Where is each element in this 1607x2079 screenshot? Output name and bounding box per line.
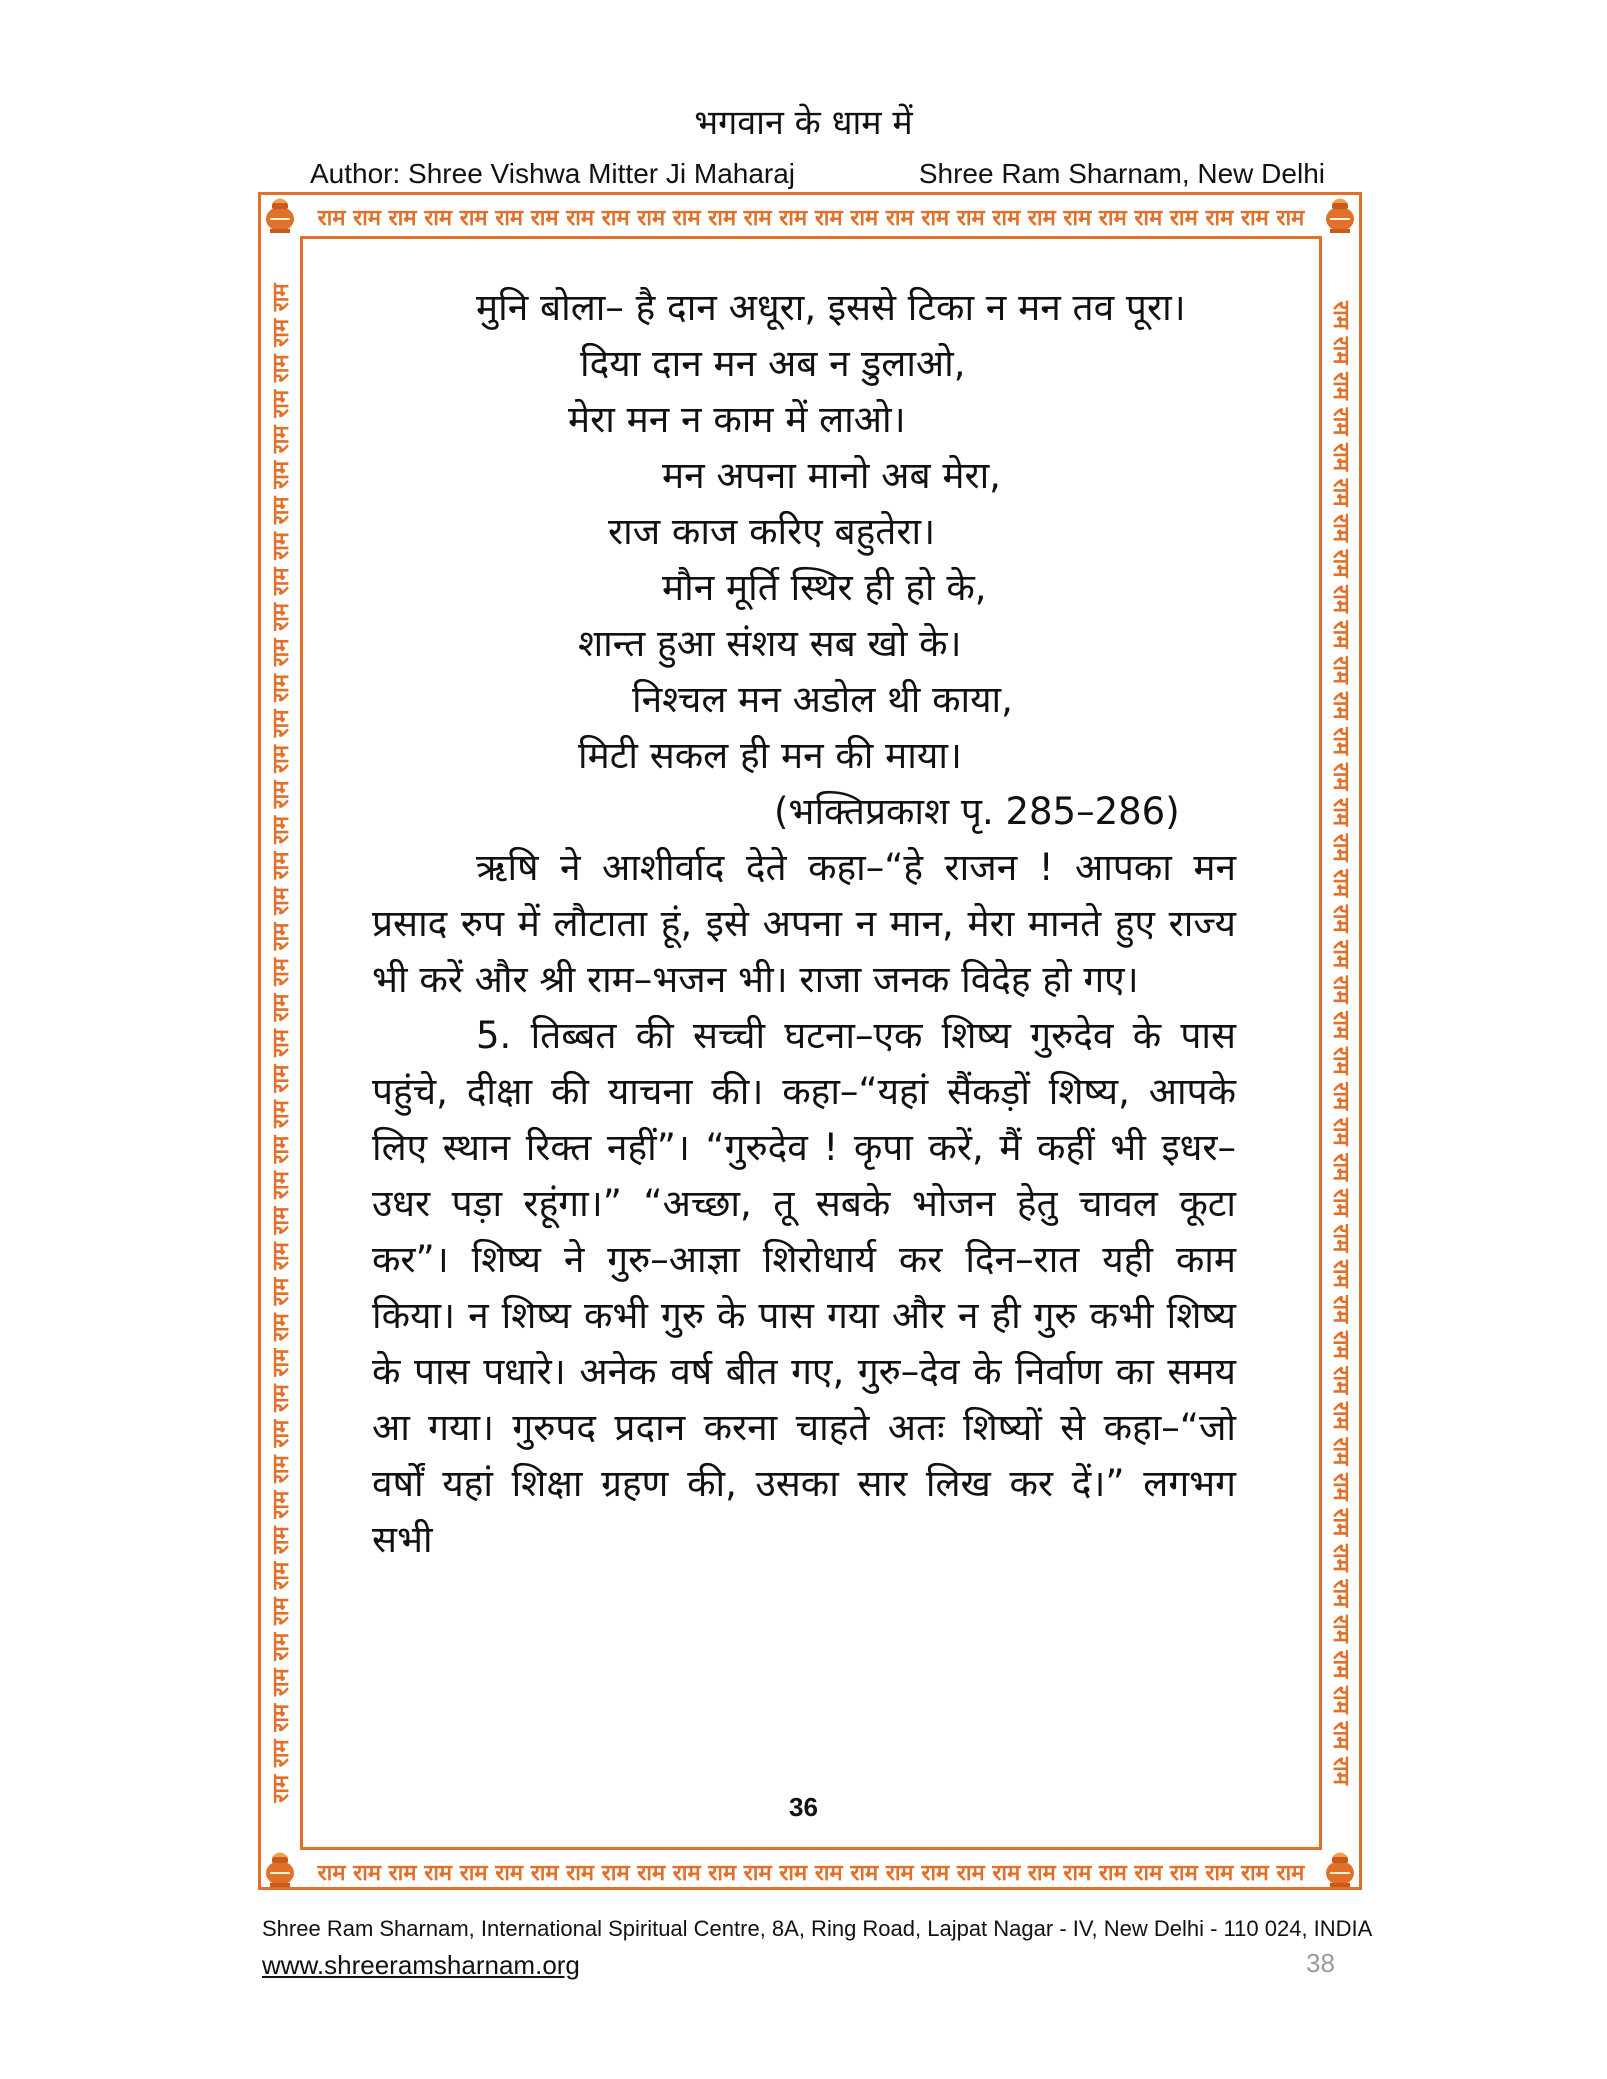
verse-line: शान्त हुआ संशय सब खो के। <box>578 622 962 665</box>
verse-line: राज काज करिए बहुतेरा। <box>608 510 936 553</box>
border-ram-bottom: राम राम राम राम राम राम राम राम राम राम राम राम राम राम राम राम राम राम राम राम राम राम राम राम राम राम राम राम <box>317 1861 1305 1886</box>
kalash-icon <box>258 192 302 236</box>
kalash-icon <box>1318 192 1362 236</box>
verse-reference: (भक्तिप्रकाश पृ. 285–286) <box>774 790 1180 833</box>
kalash-icon <box>258 1846 302 1890</box>
inner-page-number: 36 <box>789 1792 818 1822</box>
pdf-page-number: 38 <box>1306 1948 1335 1978</box>
author-line: Author: Shree Vishwa Mitter Ji Maharaj <box>310 158 796 189</box>
paragraph-rishi: ऋषि ने आशीर्वाद देते कहा–“हे राजन ! आपका मन प्रसाद रुप में लौटाता हूं, इसे अपना न मान, मेरा मानते हुए राज्य भी करें और श्री राम–भजन भी। राजा जनक विदेह हो गए। <box>372 846 1236 1001</box>
border-ram-left-text: राम राम राम राम राम राम राम राम राम राम राम राम राम राम राम राम राम राम राम राम राम राम राम राम राम राम राम राम राम राम राम राम राम राम राम राम राम राम राम राम राम राम राम <box>269 283 294 1803</box>
border-ram-right <box>1322 236 1362 1850</box>
verse-line: मिटी सकल ही मन की माया। <box>578 734 962 777</box>
organization-line: Shree Ram Sharnam, New Delhi <box>918 158 1325 189</box>
border-ram-left <box>260 236 300 1850</box>
paragraph-tibet: 5. तिब्बत की सच्ची घटना–एक शिष्य गुरुदेव के पास पहुंचे, दीक्षा की याचना की। कहा–“यहां सैंकड़ों शिष्य, आपके लिए स्थान रिक्त नहीं”। “गुरुदेव ! कृपा करें, मैं कहीं भी इधर–उधर पड़ा रहूंगा।” “अच्छा, तू सबके भोजन हेतु चावल कूटा कर”। शिष्य ने गुरु–आज्ञा शिरोधार्य कर दिन–रात यही काम किया। न शिष्य कभी गुरु के पास गया और न ही गुरु कभी शिष्य के पास पधारे। अनेक वर्ष बीत गए, गुरु–देव के निर्वाण का समय आ गया। गुरुपद प्रदान करना चाहते अतः शिष्यों से कहा–“जो वर्षों यहां शिक्षा ग्रहण की, उसका सार लिख कर दें।” लगभग सभी <box>372 1014 1236 1561</box>
verse-line: निश्चल मन अडोल थी काया, <box>632 678 1013 721</box>
kalash-icon <box>1318 1846 1362 1890</box>
book-title: भगवान के धाम में <box>694 103 913 143</box>
verse-line: मन अपना मानो अब मेरा, <box>662 454 1001 497</box>
verse-line: मौन मूर्ति स्थिर ही हो के, <box>662 566 987 609</box>
footer-address: Shree Ram Sharnam, International Spiritual Centre, 8A, Ring Road, Lajpat Nagar - IV, New Delhi - 110 024, INDIA <box>262 1916 1373 1941</box>
border-ram-top: राम राम राम राम राम राम राम राम राम राम राम राम राम राम राम राम राम राम राम राम राम राम राम राम राम राम राम राम <box>317 206 1305 231</box>
verse-line: दिया दान मन अब न डुलाओ, <box>580 342 966 385</box>
verse-block <box>372 336 1236 784</box>
border-ram-right-text: राम राम राम राम राम राम राम राम राम राम राम राम राम राम राम राम राम राम राम राम राम राम राम राम राम राम राम राम राम राम राम राम राम राम राम राम राम राम राम राम राम राम <box>1328 301 1353 1785</box>
verse-line: मेरा मन न काम में लाओ। <box>568 398 906 441</box>
page-content <box>372 280 1236 1568</box>
paragraph-muni: मुनि बोला– है दान अधूरा, इससे टिका न मन तव पूरा। <box>476 286 1186 329</box>
website-link[interactable]: www.shreeramsharnam.org <box>262 1950 580 1980</box>
